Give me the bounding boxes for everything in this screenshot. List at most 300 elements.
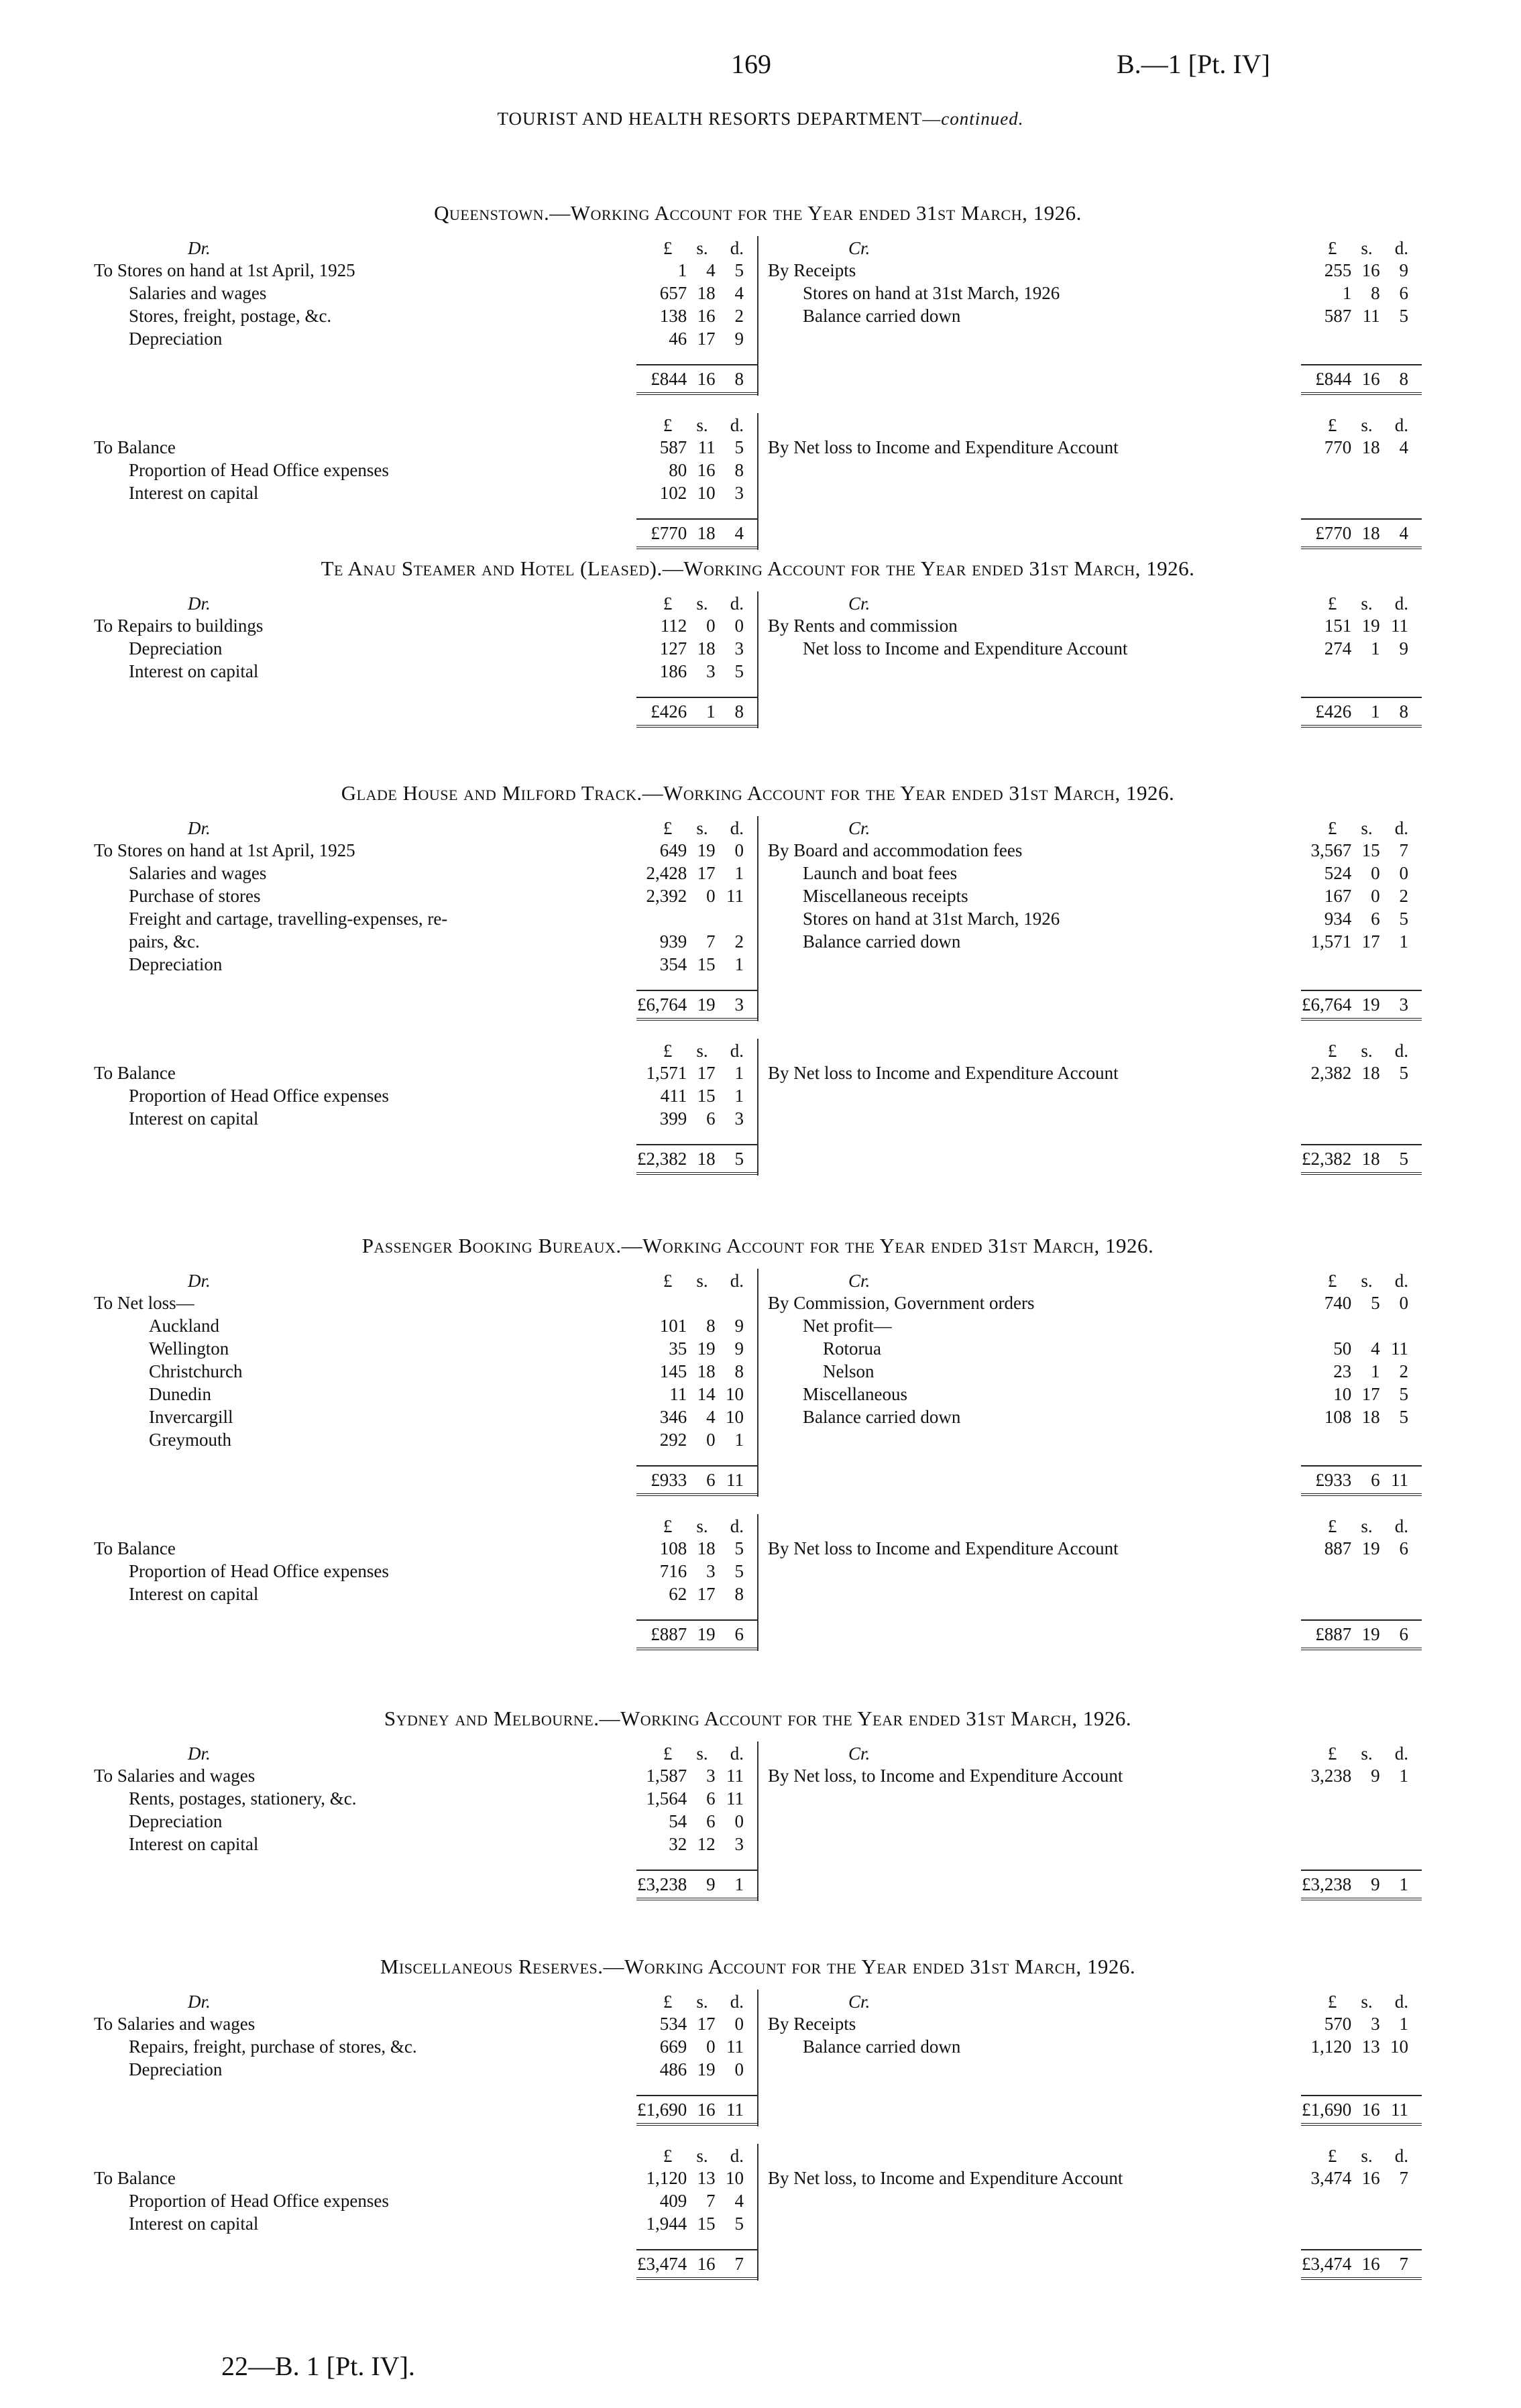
pence: 5 — [734, 437, 744, 457]
column-header — [94, 236, 757, 259]
shillings-header: s. — [696, 415, 708, 435]
pence: 5 — [1399, 1384, 1409, 1404]
shillings: 4 — [706, 1407, 716, 1427]
debit-row — [94, 459, 757, 481]
section-title: Miscellaneous Reserves.—Working Account for the Year ended 31st March, 1926. — [380, 1955, 1136, 1978]
pounds: 112 — [660, 616, 687, 636]
pence: 0 — [734, 2059, 744, 2079]
debit-row — [94, 2189, 757, 2212]
credit-row — [768, 282, 1422, 304]
department-title — [0, 109, 1521, 129]
account-section — [94, 781, 1422, 1176]
spacer — [768, 2235, 1422, 2248]
entry-amount — [1301, 1337, 1422, 1360]
pounds: 669 — [659, 2037, 687, 2057]
shillings: 17 — [697, 1063, 716, 1083]
pence: 6 — [1399, 1538, 1409, 1558]
shillings: 6 — [1371, 909, 1380, 929]
pence: 2 — [1399, 886, 1409, 906]
column-header — [768, 236, 1422, 259]
pence-header: d. — [1394, 818, 1408, 838]
pence-header: d. — [730, 1041, 744, 1061]
entry-label: Depreciation — [129, 638, 223, 658]
entry-amount — [636, 1107, 757, 1130]
pounds-header: £ — [663, 818, 673, 838]
column-header — [94, 591, 757, 614]
pence: 1 — [1399, 2014, 1409, 2034]
shillings-header: s. — [696, 818, 708, 838]
spacer — [768, 683, 1422, 696]
pence: 10 — [726, 1384, 744, 1404]
entry-label: Launch and boat fees — [803, 863, 958, 883]
pounds: 1 — [1342, 283, 1352, 303]
total-pence: 8 — [1399, 368, 1409, 389]
credit-row — [768, 637, 1422, 660]
shillings-header: s. — [696, 1516, 708, 1536]
shillings-header: s. — [696, 1041, 708, 1061]
total-pence: 1 — [1399, 1874, 1409, 1894]
pounds: 255 — [1324, 260, 1352, 280]
pence: 2 — [734, 306, 744, 326]
pounds: 1,120 — [646, 2168, 687, 2188]
shillings: 18 — [1361, 437, 1380, 457]
entry-amount — [636, 1084, 757, 1107]
credit-row — [768, 2167, 1422, 2189]
pence-header: d. — [1394, 1271, 1408, 1291]
pence: 5 — [734, 2214, 744, 2234]
total-amount — [1301, 1619, 1422, 1650]
total-amount — [636, 1144, 757, 1175]
total-row — [768, 696, 1422, 728]
debit-row — [94, 2058, 757, 2081]
shillings: 6 — [706, 1108, 716, 1129]
total-shillings: 16 — [697, 2099, 716, 2120]
debit-row — [94, 2012, 757, 2035]
pounds: 409 — [659, 2191, 687, 2211]
shillings-header: s. — [1361, 1271, 1373, 1291]
entry-label: To Repairs to buildings — [94, 616, 264, 636]
pounds: 145 — [659, 1361, 687, 1381]
total-shillings: 1 — [706, 701, 716, 722]
currency-header — [636, 1516, 757, 1537]
pounds: 887 — [1324, 1538, 1352, 1558]
pounds-header: £ — [663, 1516, 673, 1536]
shillings: 6 — [706, 1788, 716, 1809]
pence-header: d. — [1394, 1992, 1408, 2012]
account-block — [94, 413, 1422, 550]
shillings: 0 — [706, 2037, 716, 2057]
spacer — [94, 2081, 757, 2094]
total-pounds: £426 — [1315, 701, 1352, 722]
entry-amount — [1301, 930, 1422, 953]
shillings: 18 — [697, 1538, 716, 1558]
debit-row — [94, 862, 757, 884]
total-pounds: £770 — [651, 522, 687, 543]
credit-row — [768, 1810, 1422, 1833]
total-row — [768, 363, 1422, 396]
entry-amount — [636, 436, 757, 459]
pence: 11 — [1391, 616, 1409, 636]
shillings-header: s. — [1361, 2146, 1373, 2166]
shillings: 3 — [706, 1766, 716, 1786]
credit-row — [768, 2012, 1422, 2035]
credit-column — [758, 816, 1422, 1021]
pence: 3 — [734, 638, 744, 658]
entry-label: Interest on capital — [129, 2214, 259, 2234]
pounds — [1301, 1314, 1351, 1337]
credit-column — [758, 1741, 1422, 1901]
column-header — [94, 816, 757, 839]
debit-row — [94, 481, 757, 504]
total-amount — [1301, 1465, 1422, 1496]
entry-amount — [636, 259, 757, 282]
shillings-header: s. — [696, 1271, 708, 1291]
entry-label: To Balance — [94, 2168, 176, 2188]
entry-label: pairs, &c. — [129, 931, 200, 952]
pence: 4 — [734, 2191, 744, 2211]
pence: 9 — [1399, 260, 1409, 280]
spacer — [94, 683, 757, 696]
entry-label: To Balance — [94, 1538, 176, 1558]
total-shillings: 19 — [697, 994, 716, 1015]
entry-amount — [636, 1360, 757, 1383]
currency-header — [1301, 1041, 1422, 1062]
entry-label: Balance carried down — [803, 306, 961, 326]
entry-amount — [1301, 1406, 1422, 1428]
debit-column — [94, 816, 758, 1021]
total-row — [768, 518, 1422, 550]
currency-header — [1301, 1992, 1422, 2012]
pence: 10 — [1390, 2037, 1409, 2057]
currency-header — [636, 238, 757, 259]
total-row — [94, 363, 757, 396]
shillings: 3 — [706, 661, 716, 681]
shillings-header: s. — [1361, 238, 1373, 258]
pence: 10 — [726, 1407, 744, 1427]
shillings: 0 — [1371, 863, 1380, 883]
pounds: 1,120 — [1310, 2037, 1352, 2057]
pence: 5 — [734, 1561, 744, 1581]
currency-header — [636, 1743, 757, 1764]
shillings: 16 — [1361, 260, 1380, 280]
credit-row — [768, 1764, 1422, 1787]
column-header — [768, 816, 1422, 839]
pounds-header: £ — [1327, 1271, 1337, 1291]
column-header — [768, 2144, 1422, 2167]
entry-amount — [636, 1292, 757, 1314]
currency-header — [1301, 415, 1422, 436]
debit-row — [94, 2167, 757, 2189]
pounds-header: £ — [1327, 415, 1337, 435]
pence: 11 — [726, 2037, 744, 2057]
entry-label: By Commission, Government orders — [768, 1293, 1035, 1313]
debit-row — [94, 1764, 757, 1787]
shillings: 18 — [697, 638, 716, 658]
pence: 8 — [734, 1361, 744, 1381]
total-shillings: 6 — [706, 1469, 716, 1490]
pence: 8 — [734, 1584, 744, 1604]
pence: 3 — [734, 1108, 744, 1129]
entry-amount — [636, 907, 757, 930]
total-shillings: 6 — [1371, 1469, 1380, 1490]
pence: 0 — [734, 1811, 744, 1831]
pounds: 740 — [1324, 1293, 1352, 1313]
entry-label: Salaries and wages — [129, 283, 267, 303]
entry-amount — [636, 2012, 757, 2035]
total-pence: 1 — [734, 1874, 744, 1894]
pounds: 354 — [659, 954, 687, 974]
pounds: 167 — [1324, 886, 1352, 906]
shillings: 19 — [697, 1338, 716, 1359]
pence: 5 — [1399, 306, 1409, 326]
pounds: 2,392 — [646, 886, 687, 906]
shillings: 17 — [1361, 931, 1380, 952]
account-block — [94, 236, 1422, 396]
pence: 3 — [734, 1834, 744, 1854]
debit-row — [94, 2212, 757, 2235]
debit-label: Dr. — [188, 238, 211, 258]
page-number: 169 — [731, 49, 771, 79]
entry-label: Balance carried down — [803, 2037, 961, 2057]
shillings: 11 — [697, 437, 716, 457]
credit-column — [758, 2144, 1422, 2281]
entry-label: By Rents and commission — [768, 616, 958, 636]
pounds: 770 — [1324, 437, 1352, 457]
entry-amount — [636, 1428, 757, 1451]
debit-column — [94, 1269, 758, 1497]
pounds: 1,587 — [646, 1766, 687, 1786]
spacer — [94, 1605, 757, 1619]
entry-amount — [1301, 1537, 1422, 1560]
spacer — [768, 1855, 1422, 1869]
total-row — [768, 1465, 1422, 1497]
total-shillings: 18 — [697, 1148, 716, 1169]
total-row — [768, 1143, 1422, 1176]
shillings: 0 — [706, 886, 716, 906]
total-pence: 7 — [734, 2253, 744, 2274]
pence-header: d. — [1394, 415, 1408, 435]
entry-amount — [636, 614, 757, 637]
debit-row — [94, 1107, 757, 1130]
debit-row — [94, 1383, 757, 1406]
shillings: 16 — [697, 306, 716, 326]
pence: 9 — [1399, 638, 1409, 658]
total-amount — [636, 990, 757, 1021]
spacer — [768, 976, 1422, 989]
credit-label: Cr. — [848, 1992, 870, 2012]
debit-row — [94, 1062, 757, 1084]
pence: 5 — [1399, 909, 1409, 929]
section-title: Sydney and Melbourne.—Working Account for the Year ended 31st March, 1926. — [384, 1707, 1132, 1730]
entry-label: Christchurch — [149, 1361, 243, 1381]
account-block — [94, 816, 1422, 1021]
pence-header: d. — [1394, 593, 1408, 614]
entry-label: Miscellaneous receipts — [803, 886, 968, 906]
entry-label: Net profit— — [803, 1316, 892, 1336]
credit-row — [768, 953, 1422, 976]
total-amount — [1301, 2095, 1422, 2126]
spacer — [94, 976, 757, 989]
pence: 5 — [734, 260, 744, 280]
debit-row — [94, 1084, 757, 1107]
currency-header — [636, 593, 757, 614]
pounds: 1 — [677, 260, 687, 280]
pounds: 3,238 — [1310, 1766, 1352, 1786]
shillings: 5 — [1371, 1293, 1380, 1313]
pounds: 486 — [659, 2059, 687, 2079]
currency-header — [1301, 818, 1422, 839]
entry-label: Interest on capital — [129, 1108, 259, 1129]
pence: 1 — [734, 1430, 744, 1450]
entry-amount — [636, 1337, 757, 1360]
shillings: 6 — [706, 1811, 716, 1831]
total-row — [94, 1619, 757, 1651]
total-amount — [636, 1870, 757, 1900]
pence: 4 — [734, 283, 744, 303]
entry-amount — [1301, 282, 1422, 304]
total-pounds: £6,764 — [637, 994, 687, 1015]
total-amount — [1301, 518, 1422, 549]
total-row — [768, 2094, 1422, 2126]
total-amount — [1301, 990, 1422, 1021]
currency-header — [636, 818, 757, 839]
debit-row — [94, 884, 757, 907]
credit-row — [768, 839, 1422, 862]
total-pence: 11 — [1391, 2099, 1409, 2120]
total-pence: 6 — [1399, 1623, 1409, 1644]
entry-label: To Salaries and wages — [94, 2014, 256, 2034]
credit-label: Cr. — [848, 1743, 870, 1764]
entry-amount — [636, 1583, 757, 1605]
credit-row — [768, 327, 1422, 350]
total-pounds: £3,474 — [1302, 2253, 1352, 2274]
entry-amount — [636, 2167, 757, 2189]
shillings-header: s. — [1361, 818, 1373, 838]
spacer — [94, 350, 757, 363]
entry-label: By Board and accommodation fees — [768, 840, 1023, 860]
credit-row — [768, 1292, 1422, 1314]
total-amount — [1301, 697, 1422, 728]
total-pence: 6 — [734, 1623, 744, 1644]
debit-column — [94, 1741, 758, 1901]
debit-row — [94, 1292, 757, 1314]
pence: 8 — [734, 460, 744, 480]
total-amount — [1301, 1870, 1422, 1900]
credit-row — [768, 884, 1422, 907]
pounds: 2,428 — [646, 863, 687, 883]
total-amount — [636, 364, 757, 395]
debit-row — [94, 1428, 757, 1451]
entry-amount — [636, 1560, 757, 1583]
total-pounds: £3,238 — [1302, 1874, 1352, 1894]
pence-header: d. — [730, 415, 744, 435]
shillings: 12 — [697, 1834, 716, 1854]
entry-label: To Net loss— — [94, 1293, 194, 1313]
pence-header: d. — [730, 2146, 744, 2166]
entry-label: Depreciation — [129, 1811, 223, 1831]
pence: 0 — [734, 840, 744, 860]
credit-row — [768, 930, 1422, 953]
entry-amount — [636, 481, 757, 504]
pounds: 62 — [669, 1584, 687, 1604]
pence: 1 — [734, 1086, 744, 1106]
debit-row — [94, 907, 757, 930]
credit-row — [768, 1406, 1422, 1428]
debit-column — [94, 413, 758, 550]
total-pence: 11 — [1391, 1469, 1409, 1490]
credit-row — [768, 2035, 1422, 2058]
entry-label: To Balance — [94, 1063, 176, 1083]
entry-amount — [636, 2189, 757, 2212]
block-gap — [94, 396, 1422, 413]
total-pounds: £844 — [1315, 368, 1352, 389]
pounds — [636, 907, 687, 930]
debit-row — [94, 1406, 757, 1428]
credit-column — [758, 1514, 1422, 1651]
debit-row — [94, 614, 757, 637]
column-header — [768, 413, 1422, 436]
total-shillings: 9 — [706, 1874, 716, 1894]
total-pence: 11 — [726, 2099, 744, 2120]
entry-label: Interest on capital — [129, 1834, 259, 1854]
pounds: 657 — [659, 283, 687, 303]
column-header — [94, 1741, 757, 1764]
credit-column — [758, 1039, 1422, 1176]
entry-amount — [636, 282, 757, 304]
shillings: 18 — [697, 1361, 716, 1381]
debit-row — [94, 1810, 757, 1833]
total-pence: 7 — [1399, 2253, 1409, 2274]
pounds: 151 — [1324, 616, 1352, 636]
debit-row — [94, 930, 757, 953]
pence — [1380, 1314, 1408, 1337]
shillings — [687, 907, 715, 930]
pence-header: d. — [1394, 1041, 1408, 1061]
shillings: 17 — [697, 863, 716, 883]
entry-label: Stores on hand at 31st March, 1926 — [803, 909, 1060, 929]
entry-amount — [636, 862, 757, 884]
pence: 3 — [734, 483, 744, 503]
pence: 1 — [1399, 1766, 1409, 1786]
pounds: 186 — [659, 661, 687, 681]
pence: 7 — [1399, 2168, 1409, 2188]
pounds: 939 — [659, 931, 687, 952]
pence-header: d. — [730, 1271, 744, 1291]
pounds-header: £ — [1327, 2146, 1337, 2166]
pence: 0 — [734, 616, 744, 636]
credit-column — [758, 236, 1422, 396]
total-shillings: 18 — [697, 522, 716, 543]
shillings: 0 — [706, 1430, 716, 1450]
pounds-header: £ — [1327, 238, 1337, 258]
pounds-header: £ — [663, 1743, 673, 1764]
debit-row — [94, 1833, 757, 1855]
total-row — [94, 2248, 757, 2281]
debit-row — [94, 1560, 757, 1583]
credit-row — [768, 1062, 1422, 1084]
entry-label: Balance carried down — [803, 1407, 961, 1427]
entry-amount — [1301, 1360, 1422, 1383]
shillings: 1 — [1371, 638, 1380, 658]
total-amount — [1301, 364, 1422, 395]
account-block — [94, 1269, 1422, 1497]
shillings: 3 — [1371, 2014, 1380, 2034]
pounds: 1,944 — [646, 2214, 687, 2234]
total-row — [94, 989, 757, 1021]
pounds: 101 — [659, 1316, 687, 1336]
department-continued: continued. — [941, 109, 1024, 129]
account-section — [94, 1707, 1422, 1901]
